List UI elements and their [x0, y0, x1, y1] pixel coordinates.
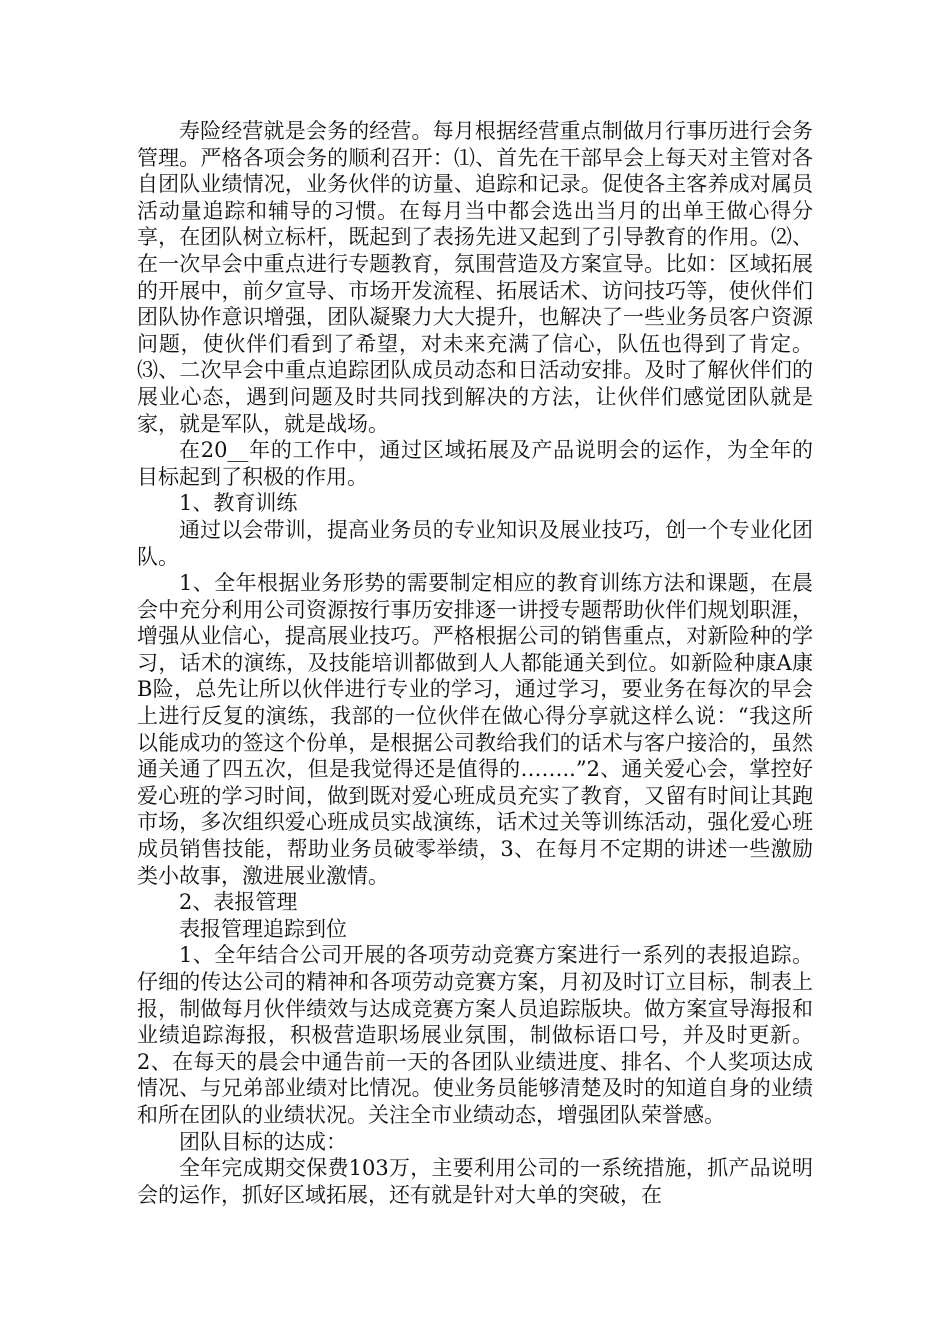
paragraph-team-goals: 全年完成期交保费103万，主要利用公司的一系统措施，抓产品说明会的运作，抓好区域拓展，还有就是针对大单的突破，在 — [137, 1156, 813, 1207]
heading-report-management: 2、表报管理 — [179, 890, 298, 915]
paragraph-training-details: 1、全年根据业务形势的需要制定相应的教育训练方法和课题，在晨会中充分利用公司资源按行事历安排逐一讲授专题帮助伙伴们规划职涯，增强从业信心，提高展业技巧。严格根据公司的销售重点，对新险种的学习，话术的演练，及技能培训都做到人人都能通关到位。如新险种康A康B险，总先让所以伙伴进行专业的学习，通过学习，要业务在每次的早会上进行反复的演练，我部的一位伙伴在做心得分享就这样么说：“我这所以能成功的签这个份单，是根据公司教给我们的话术与客户接洽的，虽然通关通了四五次，但是我觉得还是值得的……..”2、通关爱心会，掌控好爱心班的学习时间，做到既对爱心班成员充实了教育，又留有时间让其跑市场，多次组织爱心班成员实战演练，话术过关等训练活动，强化爱心班成员销售技能，帮助业务员破零举绩，3、在每月不定期的讲述一些激励类小故事，激进展业激情。 — [137, 571, 813, 888]
heading-team-goals: 团队目标的达成： — [179, 1129, 347, 1154]
paragraph-training-intro: 通过以会带训，提高业务员的专业知识及展业技巧，创一个专业化团队。 — [137, 517, 813, 569]
heading-education-training: 1、教育训练 — [179, 491, 298, 516]
document-body — [137, 118, 813, 1208]
paragraph-meeting-management: 寿险经营就是会务的经营。每月根据经营重点制做月行事历进行会务管理。严格各项会务的顺利召开：⑴、首先在干部早会上每天对主管对各自团队业绩情况，业务伙伴的访量、追踪和记录。促使各主客养成对属员活动量追踪和辅导的习惯。在每月当中都会选出当月的出单王做心得分享，在团队树立标杆，既起到了表扬先进又起到了引导教育的作用。⑵、在一次早会中重点进行专题教育，氛围营造及方案宣导。比如：区域拓展的开展中，前夕宣导、市场开发流程、拓展话术、访问技巧等，使伙伴们团队协作意识增强，团队凝聚力大大提升，也解决了一些业务员客户资源问题，使伙伴们看到了希望，对未来充满了信心，队伍也得到了肯定。⑶、二次早会中重点追踪团队成员动态和日活动安排。及时了解伙伴们的展业心态，遇到问题及时共同找到解决的方法，让伙伴们感觉团队就是家，就是军队，就是战场。 — [137, 119, 813, 436]
paragraph-report-details: 1、全年结合公司开展的各项劳动竞赛方案进行一系列的表报追踪。仔细的传达公司的精神和各项劳动竞赛方案，月初及时订立目标，制表上报，制做每月伙伴绩效与达成竞赛方案人员追踪版块。做方案宣导海报和业绩追踪海报，积极营造职场展业氛围，制做标语口号，并及时更新。2、在每天的晨会中通告前一天的各团队业绩进度、排名、个人奖项达成情况、与兄弟部业绩对比情况。使业务员能够清楚及时的知道自身的业绩和所在团队的业绩状况。关注全市业绩动态，增强团队荣誉感。 — [137, 943, 813, 1127]
paragraph-regional-expansion: 在20__年的工作中，通过区域拓展及产品说明会的运作，为全年的目标起到了积极的作用。 — [137, 438, 813, 489]
subheading-report-tracking: 表报管理追踪到位 — [179, 916, 347, 941]
